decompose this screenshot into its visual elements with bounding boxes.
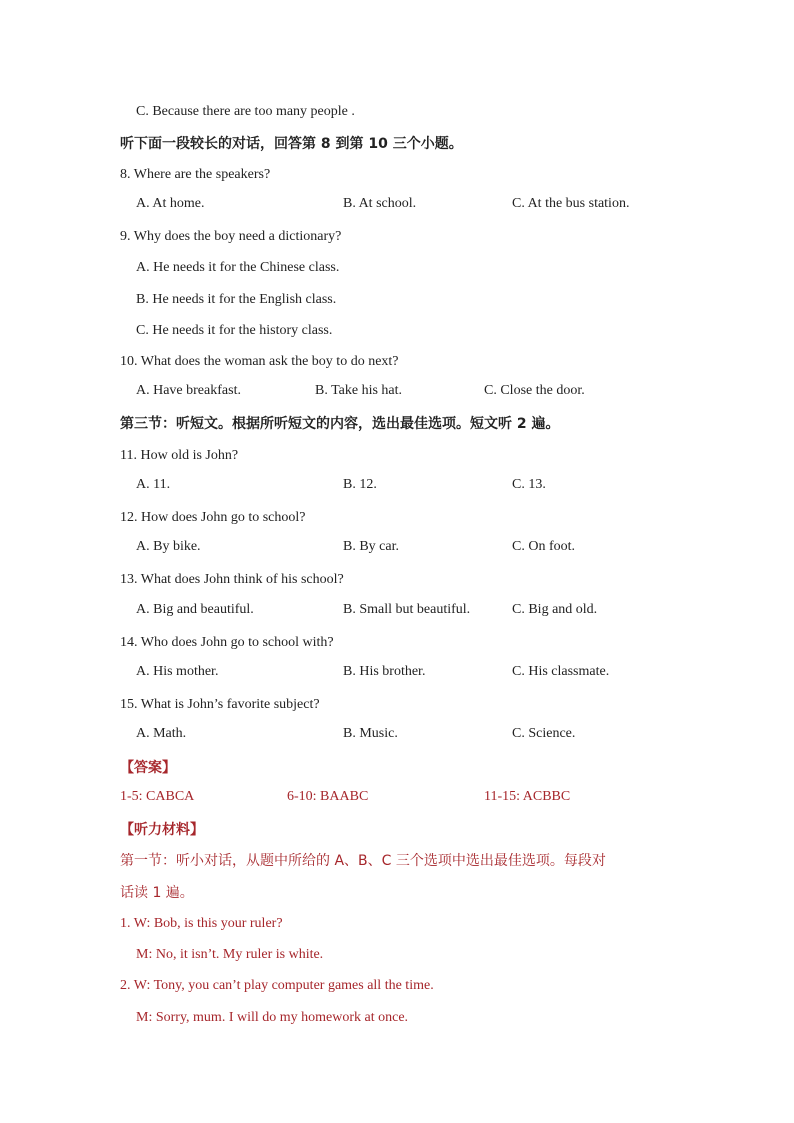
answer-group-1: 1-5: CABCA	[120, 789, 195, 804]
q10-option-c: C. Close the door.	[484, 383, 585, 398]
q12-option-b: B. By car.	[343, 539, 399, 554]
q10-option-a: A. Have breakfast.	[136, 383, 241, 398]
q14-option-b: B. His brother.	[343, 664, 426, 679]
dialog-1-man: M: No, it isn’t. My ruler is white.	[136, 947, 324, 962]
q9-option-b: B. He needs it for the English class.	[136, 292, 337, 307]
q13-option-b: B. Small but beautiful.	[343, 602, 471, 617]
q11-option-c: C. 13.	[512, 477, 546, 492]
question-8: 8. Where are the speakers?	[120, 167, 271, 182]
q15-option-c: C. Science.	[512, 726, 576, 741]
q15-option-b: B. Music.	[343, 726, 398, 741]
section-1-instruction-line1: 第一节：听小对话，从题中所给的 A、B、C 三个选项中选出最佳选项。每段对	[120, 853, 606, 869]
q13-option-a: A. Big and beautiful.	[136, 602, 254, 617]
question-11: 11. How old is John?	[120, 448, 239, 463]
q11-option-b: B. 12.	[343, 477, 377, 492]
q7-option-c: C. Because there are too many people .	[136, 104, 355, 119]
q8-option-a: A. At home.	[136, 196, 205, 211]
question-14: 14. Who does John go to school with?	[120, 635, 334, 650]
material-heading: 【听力材料】	[120, 822, 204, 838]
q14-option-a: A. His mother.	[136, 664, 219, 679]
dialog-2-woman: 2. W: Tony, you can’t play computer games all the time.	[120, 978, 434, 993]
question-13: 13. What does John think of his school?	[120, 572, 344, 587]
section-3-heading: 第三节：听短文。根据所听短文的内容，选出最佳选项。短文听 2 遍。	[120, 416, 560, 432]
section-instruction-dialog: 听下面一段较长的对话，回答第 8 到第 10 三个小题。	[120, 136, 463, 152]
answer-group-3: 11-15: ACBBC	[484, 789, 571, 804]
q13-option-c: C. Big and old.	[512, 602, 598, 617]
answer-heading: 【答案】	[120, 760, 176, 776]
q9-option-c: C. He needs it for the history class.	[136, 323, 333, 338]
question-10: 10. What does the woman ask the boy to do next?	[120, 354, 399, 369]
q12-option-a: A. By bike.	[136, 539, 201, 554]
q11-option-a: A. 11.	[136, 477, 171, 492]
q8-option-c: C. At the bus station.	[512, 196, 630, 211]
dialog-2-man: M: Sorry, mum. I will do my homework at once.	[136, 1010, 409, 1025]
q8-option-b: B. At school.	[343, 196, 417, 211]
q12-option-c: C. On foot.	[512, 539, 575, 554]
question-15: 15. What is John’s favorite subject?	[120, 697, 320, 712]
dialog-1-woman: 1. W: Bob, is this your ruler?	[120, 916, 283, 931]
q15-option-a: A. Math.	[136, 726, 187, 741]
section-1-instruction-line2: 话读 1 遍。	[120, 885, 194, 901]
q10-option-b: B. Take his hat.	[315, 383, 403, 398]
question-12: 12. How does John go to school?	[120, 510, 306, 525]
question-9: 9. Why does the boy need a dictionary?	[120, 229, 342, 244]
q14-option-c: C. His classmate.	[512, 664, 610, 679]
q9-option-a: A. He needs it for the Chinese class.	[136, 260, 340, 275]
answer-group-2: 6-10: BAABC	[287, 789, 369, 804]
